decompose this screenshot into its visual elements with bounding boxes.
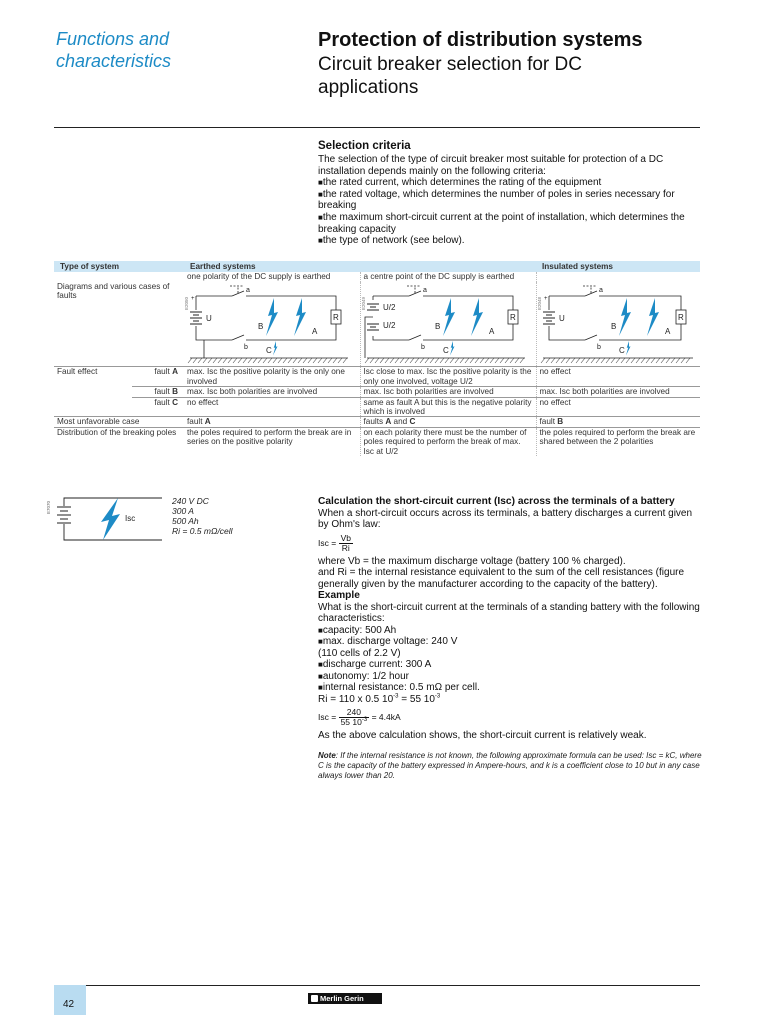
earth-hatch — [425, 358, 429, 363]
voltage-label: U — [558, 313, 565, 323]
where-vb: where Vb = the maximum discharge voltage (battery 100 % charged). — [318, 555, 626, 567]
earth-hatch — [218, 358, 222, 363]
table-cell: max. Isc both polarities are involved — [360, 387, 536, 397]
lightning-icon — [266, 298, 278, 336]
table-cell: fault B — [536, 417, 700, 427]
calc-heading: Calculation the short-circuit current (Isc) across the terminals of a battery — [318, 496, 675, 507]
fault-label: C — [266, 345, 272, 355]
section-title — [56, 28, 276, 72]
earth-hatch — [485, 358, 489, 363]
fault-label: B — [610, 321, 616, 331]
earth-hatch — [626, 358, 630, 363]
earth-hatch — [298, 358, 302, 363]
header-type-of-system: Type of system — [54, 261, 184, 272]
footer-rule — [54, 985, 700, 986]
earth-hatch — [228, 358, 232, 363]
fault-label: C — [442, 345, 449, 355]
point-label: a — [422, 286, 427, 294]
fault-diagram-one-pole-earthed — [184, 284, 354, 366]
earth-hatch — [248, 358, 252, 363]
table-cell: max. Isc both polarities are involved — [184, 387, 360, 397]
criteria-item: ■ the rated current, which determines the rating of the equipment — [318, 177, 700, 189]
resistor-label: R — [677, 312, 684, 322]
table-cell: max. Isc the positive polarity is the only one involved — [184, 367, 360, 387]
isc-calculation — [318, 496, 703, 781]
table-cell: faults A and C — [360, 417, 536, 427]
lightning-icon — [619, 298, 631, 336]
point-label: a — [598, 286, 603, 294]
earth-hatch — [375, 358, 379, 363]
earth-hatch — [273, 358, 277, 363]
and-ri: and Ri = the internal resistance equivalent to the sum of the cell resistances (figure generally given by the manufacturer according to the capacity of the battery). — [318, 567, 685, 590]
table-cell: Isc close to max. Isc the positive polarity is the only one involved, voltage U/2 — [360, 367, 536, 387]
earth-hatch — [293, 358, 297, 363]
fault-label: C — [618, 345, 625, 355]
battery-value: 500 Ah — [172, 516, 199, 526]
diagram-cell — [184, 282, 360, 367]
figure-code: E2049 — [360, 296, 366, 310]
earth-hatch — [651, 358, 655, 363]
criteria-item: ■ the maximum short-circuit current at the point of installation, which determines the breaking capacity — [318, 212, 700, 235]
figure-code: E2050 — [184, 296, 189, 310]
earth-hatch — [636, 358, 640, 363]
table-row — [54, 367, 700, 387]
earth-hatch — [328, 358, 332, 363]
earth-hatch — [495, 358, 499, 363]
earth-hatch — [223, 358, 227, 363]
earth-hatch — [475, 358, 479, 363]
earth-hatch — [283, 358, 287, 363]
fault-label: A — [488, 326, 494, 336]
example-heading: Example — [318, 590, 360, 601]
earth-hatch — [571, 358, 575, 363]
fault-label: fault B — [132, 387, 184, 397]
page-subtitle-line1: Circuit breaker selection for DC — [318, 54, 582, 75]
table-cell: the poles required to perform the break are in series on the positive polarity — [184, 427, 360, 456]
table-row-diagrams — [54, 282, 700, 367]
battery-value: Ri = 0.5 mΩ/cell — [172, 526, 233, 536]
earth-hatch — [686, 358, 690, 363]
earth-hatch — [440, 358, 444, 363]
header-insulated-systems: Insulated systems — [536, 261, 700, 272]
table-cell: fault A — [184, 417, 360, 427]
table-row — [54, 427, 700, 456]
fault-diagram-insulated — [537, 284, 699, 366]
breaker-switch-icon — [409, 335, 421, 340]
lightning-icon — [294, 298, 306, 336]
breaker-switch-icon — [585, 335, 597, 340]
earth-hatch — [203, 358, 207, 363]
earth-hatch — [631, 358, 635, 363]
table-row — [54, 417, 700, 427]
earth-hatch — [455, 358, 459, 363]
earth-hatch — [253, 358, 257, 363]
lightning-icon — [449, 341, 454, 355]
earth-hatch — [323, 358, 327, 363]
earth-hatch — [198, 358, 202, 363]
example-item: ■ max. discharge voltage: 240 V — [318, 636, 703, 648]
earth-hatch — [365, 358, 369, 363]
earth-hatch — [385, 358, 389, 363]
example-question: What is the short-circuit current at the terminals of a standing battery with the following characteristics: — [318, 601, 700, 624]
earth-hatch — [566, 358, 570, 363]
diagram-cell — [536, 282, 700, 367]
ri-calculation: Ri = 110 x 0.5 $10^{-3} = 55$ $10^{-3}$ — [318, 693, 441, 705]
earthing-description — [536, 272, 700, 281]
earth-hatch — [400, 358, 404, 363]
earth-hatch — [343, 358, 347, 363]
table-cell: same as fault A but this is the negative polarity which is involved — [360, 397, 536, 417]
earth-hatch — [465, 358, 469, 363]
criteria-item: ■ the type of network (see below). — [318, 235, 700, 247]
earth-hatch — [268, 358, 272, 363]
earth-hatch — [318, 358, 322, 363]
header-earthed-systems: Earthed systems — [184, 261, 536, 272]
battery-short-circuit-diagram — [44, 494, 164, 546]
earth-hatch — [258, 358, 262, 363]
earth-hatch — [661, 358, 665, 363]
diagram-cell — [360, 282, 536, 367]
earth-hatch — [420, 358, 424, 363]
fault-label: A — [664, 326, 670, 336]
table-cell: max. Isc both polarities are involved — [536, 387, 700, 397]
table-cell: no effect — [184, 397, 360, 417]
point-label: a — [246, 286, 250, 294]
fault-label: fault C — [132, 397, 184, 417]
earth-hatch — [450, 358, 454, 363]
earth-hatch — [490, 358, 494, 363]
earth-hatch — [646, 358, 650, 363]
fault-label: fault A — [132, 367, 184, 387]
fault-label: B — [258, 321, 264, 331]
earth-hatch — [470, 358, 474, 363]
voltage-label: U — [206, 313, 212, 323]
resistor-label: R — [509, 312, 516, 322]
earth-hatch — [313, 358, 317, 363]
lightning-icon — [647, 298, 659, 336]
earth-hatch — [541, 358, 545, 363]
earth-hatch — [390, 358, 394, 363]
page-subtitle — [318, 53, 718, 99]
earth-hatch — [576, 358, 580, 363]
table-row — [54, 397, 700, 417]
earth-hatch — [561, 358, 565, 363]
polarity-label: + — [543, 295, 548, 302]
earthing-description: one polarity of the DC supply is earthed — [187, 272, 331, 282]
lightning-icon — [101, 498, 120, 540]
example-item: (110 cells of 2.2 V) — [318, 647, 401, 659]
earth-hatch — [666, 358, 670, 363]
point-label: b — [420, 343, 425, 351]
lightning-icon — [273, 341, 278, 355]
diagrams-label: Diagrams and various cases of faults — [57, 281, 170, 301]
earth-hatch — [556, 358, 560, 363]
header-rule — [54, 127, 700, 128]
earth-hatch — [303, 358, 307, 363]
table-row — [54, 387, 700, 397]
earth-hatch — [263, 358, 267, 363]
earth-hatch — [546, 358, 550, 363]
earth-hatch — [405, 358, 409, 363]
earth-hatch — [586, 358, 590, 363]
earth-hatch — [233, 358, 237, 363]
earth-hatch — [213, 358, 217, 363]
fault-effect-label: Fault effect — [54, 367, 132, 387]
earth-hatch — [188, 358, 192, 363]
earth-hatch — [641, 358, 645, 363]
earth-hatch — [551, 358, 555, 363]
earth-hatch — [505, 358, 509, 363]
table-cell: on each polarity there must be the number of poles required to perform the break of max. Isc at U/2 — [360, 427, 536, 456]
selection-criteria-heading: Selection criteria — [318, 140, 411, 152]
lightning-icon — [443, 298, 455, 336]
distribution-label: Distribution of the breaking poles — [54, 427, 184, 456]
ohm-formula: Isc = $\frac{Vb}{Ri}$ — [318, 532, 351, 553]
page-subtitle-line2: applications — [318, 77, 419, 98]
breaker-switch-icon — [232, 335, 244, 340]
earth-hatch — [308, 358, 312, 363]
earth-hatch — [671, 358, 675, 363]
isc-result-formula: Isc = $\frac{240}{55 10^{-3}}$ = 4.4kA — [318, 707, 401, 727]
example-item: ■ discharge current: 300 A — [318, 659, 703, 671]
note: Note: If the internal resistance is not known, the following approximate formula can be used: Isc = kC, where C is the capacity of the battery expressed in Ampere-hours, and k is a coefficient close to 10 but in any case always lower than 20. — [318, 750, 702, 780]
battery-values — [172, 496, 233, 536]
battery-gap — [370, 300, 376, 336]
earth-hatch — [430, 358, 434, 363]
fault-diagram-centre-earthed — [361, 284, 531, 366]
earth-hatch — [515, 358, 519, 363]
selection-criteria — [318, 139, 700, 247]
polarity-label: + — [191, 295, 195, 302]
earth-hatch — [616, 358, 620, 363]
earth-hatch — [435, 358, 439, 363]
earth-hatch — [278, 358, 282, 363]
earth-hatch — [656, 358, 660, 363]
earth-hatch — [500, 358, 504, 363]
earth-hatch — [591, 358, 595, 363]
conclusion: As the above calculation shows, the short-circuit current is relatively weak. — [318, 730, 647, 741]
earth-hatch — [510, 358, 514, 363]
voltage-label: U/2 — [382, 320, 395, 330]
table-cell: no effect — [536, 397, 700, 417]
earth-hatch — [596, 358, 600, 363]
figure-code: E7070 — [46, 500, 51, 514]
earth-hatch — [606, 358, 610, 363]
point-label: b — [596, 343, 601, 351]
earth-hatch — [676, 358, 680, 363]
earth-hatch — [395, 358, 399, 363]
page-title: Protection of distribution systems — [318, 29, 643, 51]
earth-hatch — [208, 358, 212, 363]
earth-hatch — [333, 358, 337, 363]
unfavorable-label: Most unfavorable case — [54, 417, 184, 427]
lightning-icon — [471, 298, 483, 336]
earth-hatch — [338, 358, 342, 363]
earth-hatch — [243, 358, 247, 363]
lightning-icon — [625, 341, 630, 355]
earth-hatch — [370, 358, 374, 363]
brand-logo: Merlin Gerin — [308, 993, 382, 1004]
page-number: 42 — [54, 985, 86, 1015]
earth-hatch — [601, 358, 605, 363]
fault-label: A — [312, 326, 318, 336]
brand-mark-icon — [311, 995, 318, 1002]
selection-criteria-intro: The selection of the type of circuit breaker most suitable for protection of a DC installation depends mainly on the following criteria: — [318, 154, 664, 177]
earth-hatch — [460, 358, 464, 363]
battery-value: 240 V DC — [172, 496, 209, 506]
fault-label: B — [434, 321, 440, 331]
example-item: ■ internal resistance: 0.5 mΩ per cell. — [318, 682, 703, 694]
example-item: ■ capacity: 500 Ah — [318, 625, 703, 637]
resistor-label: R — [333, 312, 339, 322]
earthing-description: a centre point of the DC supply is earthed — [360, 272, 536, 281]
example-item: ■ autonomy: 1/2 hour — [318, 671, 703, 683]
system-type-table — [54, 261, 700, 456]
point-label: b — [244, 343, 248, 351]
earth-hatch — [611, 358, 615, 363]
earth-hatch — [193, 358, 197, 363]
table-row — [54, 272, 700, 281]
table-header-row — [54, 261, 700, 272]
table-cell: the poles required to perform the break are shared between the 2 polarities — [536, 427, 700, 456]
earth-hatch — [445, 358, 449, 363]
section-title-line1: Functions and — [56, 29, 170, 49]
isc-label: Isc — [125, 514, 136, 523]
table-cell: no effect — [536, 367, 700, 387]
criteria-item: ■ the rated voltage, which determines the number of poles in series necessary for breaking — [318, 189, 700, 212]
earth-hatch — [238, 358, 242, 363]
section-title-line2: characteristics — [56, 51, 172, 71]
voltage-label: U/2 — [382, 302, 395, 312]
calc-intro: When a short-circuit occurs across its terminals, a battery discharges a current given by Ohm's law: — [318, 507, 693, 530]
earth-hatch — [581, 358, 585, 363]
circuit-wire — [549, 296, 681, 340]
earth-hatch — [621, 358, 625, 363]
earth-hatch — [480, 358, 484, 363]
earth-hatch — [410, 358, 414, 363]
earth-hatch — [380, 358, 384, 363]
earth-hatch — [288, 358, 292, 363]
figure-code: E2048 — [536, 296, 542, 310]
earth-hatch — [415, 358, 419, 363]
earth-hatch — [681, 358, 685, 363]
battery-value: 300 A — [172, 506, 194, 516]
earth-hatch — [520, 358, 524, 363]
